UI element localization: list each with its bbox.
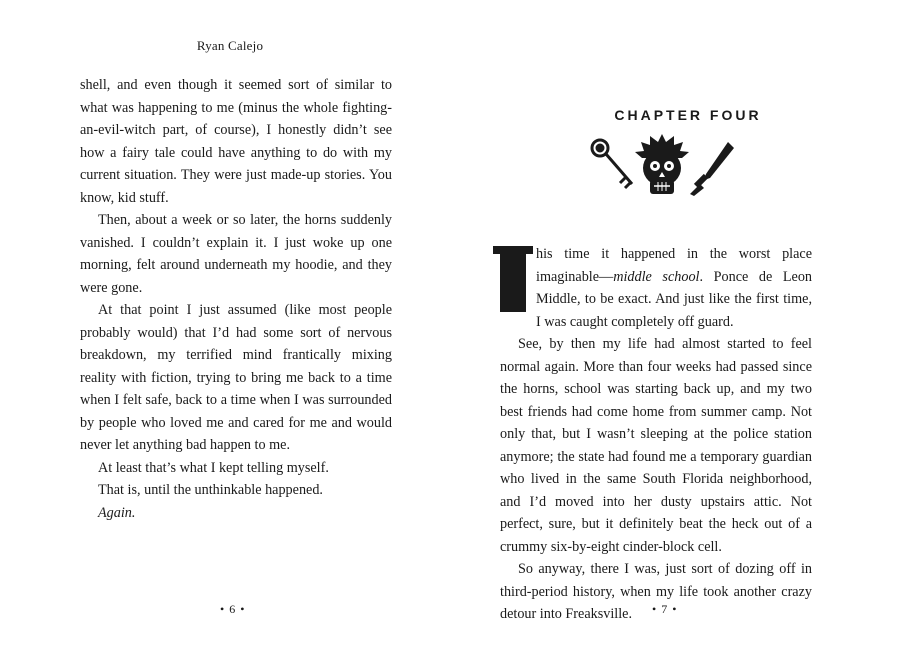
chapter-ornament <box>582 130 742 202</box>
right-page <box>450 0 900 658</box>
opening-italic: middle school <box>613 268 700 285</box>
paragraph: So anyway, there I was, just sort of dozing off in third-period history, when my life took another crazy detour into Freaksville. <box>500 561 812 622</box>
paragraph-opening <box>500 243 812 333</box>
paragraph: At that point I just assumed (like most people probably would) that I’d had some sort of nervous breakdown, my terrified mind frantically mixing reality with fiction, trying to bring me back to a time when I felt safe, back to a time when I was surrounded by people who loved me and cared for me and would never let anything bad happen to me. <box>80 302 392 453</box>
paragraph: At least that’s what I kept telling myself. <box>98 459 329 476</box>
key-icon <box>592 140 632 188</box>
dagger-icon <box>690 142 734 196</box>
drop-cap <box>500 246 526 312</box>
paragraph: Again. <box>98 504 136 521</box>
paragraph: That is, until the unthinkable happened. <box>98 482 323 498</box>
opening-rest: . Ponce de Leon Middle, to be exact. And just like the first time, I was caught completely off guard. <box>536 268 813 330</box>
paragraph: shell, and even though it seemed sort of similar to what was happening to me (minus the whole fighting-an-evil-witch part, of course), I honestly didn’t see how a fairy tale could have anything to do with my current situation. They were just made-up stories. You know, kid stuff. <box>80 77 392 206</box>
paragraph: See, by then my life had almost started to feel normal again. More than four weeks had passed since the horns, school was starting back up, and my two best friends had come home from summer camp. Not only that, but I wasn’t sleeping at the police station anymore; the state had found me a temporary guardian who lived in the same South Florida neighborhood, and I’d moved into her dusty upstairs attic. Not perfect, sure, but it definitely beat the heck out of a crummy six-by-eight cinder-block cell. <box>500 336 812 555</box>
paragraph: Then, about a week or so later, the horns suddenly vanished. I couldn’t explain it. I just woke up one morning, felt around underneath my hoodie, and they were gone. <box>80 212 392 296</box>
running-head: Ryan Calejo <box>196 38 264 53</box>
right-body-text <box>500 243 812 626</box>
chapter-title: CHAPTER FOUR <box>614 107 762 123</box>
left-body-text <box>80 74 392 524</box>
sugar-skull-icon <box>635 134 689 194</box>
opening-lead: his time it happened in the worst place imaginable— <box>536 246 812 285</box>
page-number: • 6 • <box>220 602 246 616</box>
page-number: • 7 • <box>652 602 678 616</box>
